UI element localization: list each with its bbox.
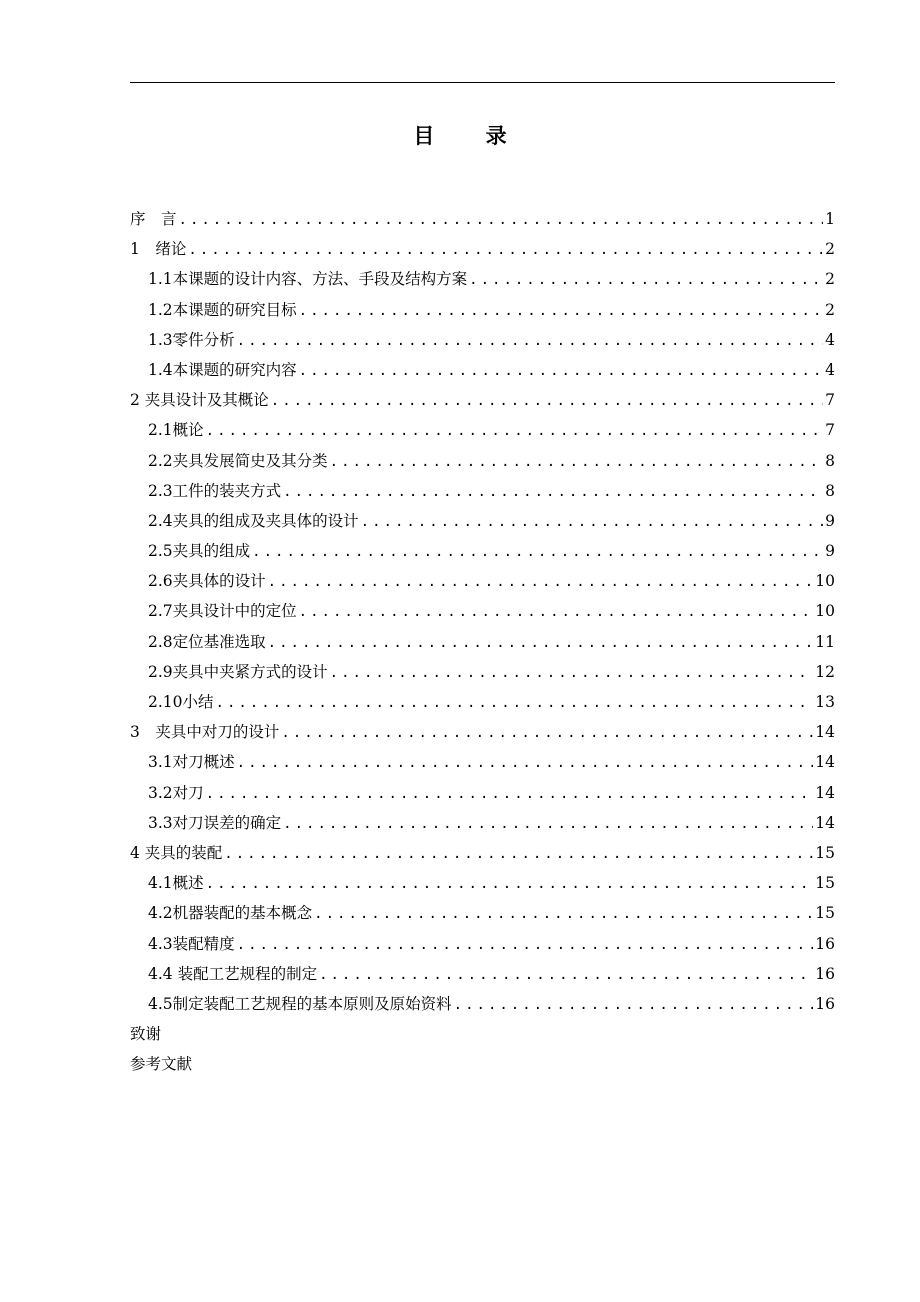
toc-leader-dots xyxy=(454,997,814,1013)
toc-entry-label: 2.2夹具发展简史及其分类 xyxy=(148,451,328,470)
toc-entry-page-number: 16 xyxy=(815,934,835,953)
toc-entry-page-number: 9 xyxy=(825,511,835,530)
toc-entry-page-number: 7 xyxy=(825,421,835,440)
toc-entry-label: 4.3装配精度 xyxy=(148,934,235,953)
toc-leader-dots xyxy=(271,393,823,409)
toc-entry-page-number: 14 xyxy=(815,783,835,802)
toc-leader-dots xyxy=(281,725,813,741)
toc-entry-label: 4.2机器装配的基本概念 xyxy=(148,904,313,923)
toc-entry-label: 3.1对刀概述 xyxy=(148,753,235,772)
toc-entry[interactable] xyxy=(130,811,835,841)
toc-entry-label: 3.3对刀误差的确定 xyxy=(148,813,282,832)
toc-leader-dots xyxy=(188,242,823,258)
toc-entry-label: 3.2对刀 xyxy=(148,783,204,802)
toc-leader-dots xyxy=(299,363,823,379)
toc-entry-label: 4 夹具的装配 xyxy=(130,843,223,862)
toc-entry[interactable] xyxy=(130,298,835,328)
toc-leader-dots xyxy=(299,303,823,319)
toc-entry-label: 2.3工件的装夹方式 xyxy=(148,481,282,500)
toc-leader-dots xyxy=(469,272,823,288)
toc-entry-label: 4.5制定装配工艺规程的基本原则及原始资料 xyxy=(148,994,452,1013)
toc-entry-label: 1 绪论 xyxy=(130,240,187,259)
toc-entry[interactable] xyxy=(130,932,835,962)
toc-entry-label: 2.1概论 xyxy=(148,421,204,440)
toc-leader-dots xyxy=(268,574,814,590)
toc-entry-label: 1.4本课题的研究内容 xyxy=(148,360,297,379)
toc-entry-label: 4.1概述 xyxy=(148,874,204,893)
toc-entry[interactable] xyxy=(130,509,835,539)
toc-entry-page-number: 4 xyxy=(825,360,835,379)
toc-leader-dots xyxy=(206,876,814,892)
toc-entry-page-number: 11 xyxy=(815,632,835,651)
toc-entry[interactable] xyxy=(130,841,835,871)
toc-leader-dots xyxy=(179,212,824,228)
toc-entry-page-number: 2 xyxy=(825,240,835,259)
toc-leader-dots xyxy=(319,967,813,983)
toc-entry-page-number: 8 xyxy=(825,451,835,470)
toc-entry-page-number: 15 xyxy=(815,874,835,893)
toc-entry-label: 1.1本课题的设计内容、方法、手段及结构方案 xyxy=(148,270,468,289)
toc-entry[interactable] xyxy=(130,207,835,237)
toc-entry-page-number: 12 xyxy=(815,662,835,681)
toc-leader-dots xyxy=(330,454,823,470)
toc-entry-page-number: 9 xyxy=(825,542,835,561)
toc-entry[interactable] xyxy=(130,388,835,418)
toc-entry[interactable] xyxy=(130,660,835,690)
toc-entry-page-number: 13 xyxy=(815,693,835,711)
toc-entry[interactable] xyxy=(130,630,835,660)
toc-entry-page-number: 14 xyxy=(815,813,835,832)
toc-trailing-entry[interactable]: 致谢 xyxy=(130,1025,162,1044)
toc-leader-dots xyxy=(206,423,823,439)
toc-entry[interactable] xyxy=(130,720,835,750)
toc-entry-label: 1.2本课题的研究目标 xyxy=(148,300,297,319)
toc-entry[interactable] xyxy=(130,328,835,358)
toc-entry-page-number: 14 xyxy=(815,753,835,772)
toc-leader-dots xyxy=(237,937,814,953)
toc-entry[interactable] xyxy=(130,962,835,992)
toc-trailing-entry[interactable]: 参考文献 xyxy=(130,1055,193,1074)
toc-entry[interactable] xyxy=(130,418,835,448)
toc-leader-dots xyxy=(314,906,813,922)
toc-entry-page-number: 10 xyxy=(815,602,835,621)
toc-entry-page-number: 15 xyxy=(815,904,835,923)
toc-leader-dots xyxy=(283,816,813,832)
toc-entry[interactable] xyxy=(130,479,835,509)
toc-entry-label: 2.4夹具的组成及夹具体的设计 xyxy=(148,511,359,530)
toc-entry[interactable] xyxy=(130,901,835,931)
toc-leader-dots xyxy=(283,484,823,500)
toc-entry-page-number: 10 xyxy=(815,572,835,591)
toc-entry-page-number: 2 xyxy=(825,300,835,319)
toc-entry-page-number: 14 xyxy=(815,723,835,742)
toc-entry-label: 2.10小结 xyxy=(148,693,214,711)
toc-entry-page-number: 2 xyxy=(825,270,835,289)
toc-entry-label: 2.8定位基准选取 xyxy=(148,632,266,651)
toc-leader-dots xyxy=(237,333,823,349)
toc-entry[interactable] xyxy=(130,992,835,1022)
toc-entry-page-number: 16 xyxy=(815,964,835,983)
toc-entry[interactable] xyxy=(130,449,835,479)
toc-entry-page-number: 1 xyxy=(825,210,835,228)
toc-entry-label: 2.7夹具设计中的定位 xyxy=(148,602,297,621)
toc-leader-dots xyxy=(224,846,813,862)
toc-entry-label: 序 言 xyxy=(130,210,177,228)
toc-entry-label: 2.5夹具的组成 xyxy=(148,542,251,561)
toc-entry-label: 2.9夹具中夹紧方式的设计 xyxy=(148,662,328,681)
toc-leader-dots xyxy=(361,514,823,530)
toc-entry[interactable] xyxy=(130,267,835,297)
toc-entry[interactable] xyxy=(130,539,835,569)
toc-entry[interactable] xyxy=(130,599,835,629)
toc-leader-dots xyxy=(268,635,814,651)
toc-entry[interactable] xyxy=(130,750,835,780)
table-of-contents xyxy=(130,207,835,1082)
toc-leader-dots xyxy=(330,665,814,681)
toc-entry-label: 2.6夹具体的设计 xyxy=(148,572,266,591)
toc-entry-page-number: 15 xyxy=(815,843,835,862)
toc-leader-dots xyxy=(237,755,814,771)
toc-leader-dots xyxy=(206,786,814,802)
toc-entry[interactable] xyxy=(130,781,835,811)
toc-entry[interactable] xyxy=(130,569,835,599)
toc-entry[interactable] xyxy=(130,358,835,388)
toc-entry[interactable] xyxy=(130,690,835,720)
toc-entry-page-number: 16 xyxy=(815,994,835,1013)
toc-entry-page-number: 4 xyxy=(825,330,835,349)
page-title: 目 录 xyxy=(413,123,529,148)
toc-entry-page-number: 7 xyxy=(825,391,835,410)
toc-leader-dots xyxy=(216,695,814,711)
toc-entry[interactable] xyxy=(130,871,835,901)
toc-entry-page-number: 8 xyxy=(825,481,835,500)
toc-entry[interactable] xyxy=(130,237,835,267)
toc-entry-label: 4.4 装配工艺规程的制定 xyxy=(148,964,318,983)
toc-entry-label: 2 夹具设计及其概论 xyxy=(130,391,269,410)
toc-entry-label: 3 夹具中对刀的设计 xyxy=(130,723,280,742)
toc-leader-dots xyxy=(299,604,814,620)
toc-leader-dots xyxy=(252,544,823,560)
toc-entry-label: 1.3零件分析 xyxy=(148,330,235,349)
header-rule xyxy=(130,82,835,83)
